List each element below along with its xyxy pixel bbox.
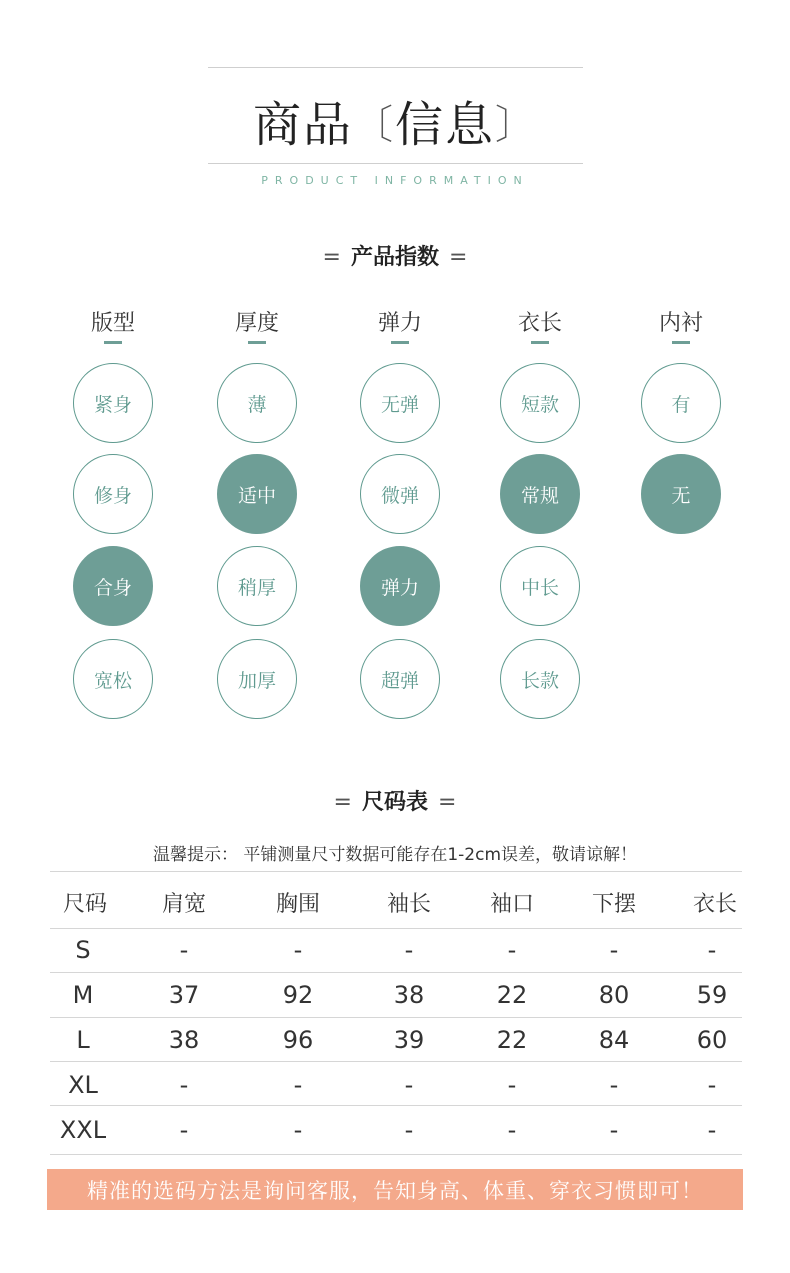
table-cell: 80 [598,981,630,1009]
table-cell: - [507,1116,517,1144]
table-rule [50,1105,742,1106]
bracket-close: 〕 [495,102,538,148]
table-rule [50,871,742,872]
table-cell: 37 [168,981,200,1009]
table-cell: - [707,1071,717,1099]
table-cell: - [507,1071,517,1099]
table-rule [50,972,742,973]
table-cell: - [293,936,303,964]
table-header-cell: 尺码 [62,892,107,917]
eq-right: = [449,245,468,270]
eq-left: = [333,790,352,815]
table-cell: - [179,1116,189,1144]
option-circle: 有 [641,363,721,443]
title-bottom-rule [208,163,583,164]
table-cell: L [76,1026,90,1054]
size-heading [0,785,790,816]
table-cell: 60 [696,1026,728,1054]
option-circle: 微弹 [360,454,440,534]
option-circle: 宽松 [73,639,153,719]
table-cell: - [293,1116,303,1144]
page-title [0,86,790,155]
index-heading-text: 产品指数 [350,245,439,270]
table-cell: M [72,981,94,1009]
table-header-cell: 胸围 [275,892,320,917]
option-circle: 无弹 [360,363,440,443]
table-cell: XL [68,1071,98,1099]
eq-left: = [322,245,341,270]
table-header-cell: 袖长 [386,892,431,917]
measurement-note: 温馨提示： 平铺测量尺寸数据可能存在1-2cm误差，敬请谅解！ [152,845,638,865]
option-circle-selected: 合身 [73,546,153,626]
option-circle: 超弹 [360,639,440,719]
table-cell: - [707,1116,717,1144]
table-cell: 92 [282,981,314,1009]
table-cell: - [609,1071,619,1099]
option-circle: 短款 [500,363,580,443]
table-cell: 96 [282,1026,314,1054]
table-cell: - [609,936,619,964]
table-cell: - [507,936,517,964]
option-circle-selected: 常规 [500,454,580,534]
table-cell: - [404,936,414,964]
table-cell: - [293,1071,303,1099]
table-rule [50,1154,742,1155]
col-underline [531,341,549,344]
table-header-cell: 衣长 [692,892,737,917]
table-cell: - [707,936,717,964]
table-cell: 22 [496,981,528,1009]
table-rule [50,1061,742,1062]
option-circle: 长款 [500,639,580,719]
table-cell: 22 [496,1026,528,1054]
option-circle: 紧身 [73,363,153,443]
col-underline [104,341,122,344]
option-circle: 中长 [500,546,580,626]
option-circle: 修身 [73,454,153,534]
col-label: 内衬 [658,311,703,336]
col-underline [391,341,409,344]
col-underline [248,341,266,344]
table-cell: - [179,936,189,964]
eq-right: = [438,790,457,815]
col-label: 版型 [90,311,135,336]
col-label: 弹力 [377,311,422,336]
table-cell: S [75,936,91,964]
table-cell: - [404,1071,414,1099]
table-cell: 38 [168,1026,200,1054]
table-rule [50,1017,742,1018]
size-heading-text: 尺码表 [361,790,428,815]
option-circle-selected: 弹力 [360,546,440,626]
table-header-cell: 下摆 [591,892,636,917]
table-cell: XXL [59,1116,107,1144]
table-cell: 84 [598,1026,630,1054]
table-cell: 38 [393,981,425,1009]
option-circle: 薄 [217,363,297,443]
option-circle-selected: 无 [641,454,721,534]
table-rule [50,928,742,929]
index-heading [0,240,790,271]
table-cell: - [609,1116,619,1144]
option-circle-selected: 适中 [217,454,297,534]
table-header-cell: 肩宽 [161,892,206,917]
table-header-cell: 袖口 [489,892,534,917]
col-underline [672,341,690,344]
col-label: 衣长 [517,311,562,336]
option-circle: 稍厚 [217,546,297,626]
sizing-tip-banner: 精准的选码方法是询问客服，告知身高、体重、穿衣习惯即可！ [47,1169,743,1210]
title-main: 商品 [252,97,353,153]
table-cell: 39 [393,1026,425,1054]
title-top-rule [208,67,583,68]
col-label: 厚度 [234,311,279,336]
bracket-open: 〔 [353,102,395,148]
table-cell: 59 [696,981,728,1009]
title-info: 信息 [395,97,496,153]
table-cell: - [404,1116,414,1144]
page-subtitle: PRODUCT INFORMATION [261,174,529,187]
option-circle: 加厚 [217,639,297,719]
table-cell: - [179,1071,189,1099]
